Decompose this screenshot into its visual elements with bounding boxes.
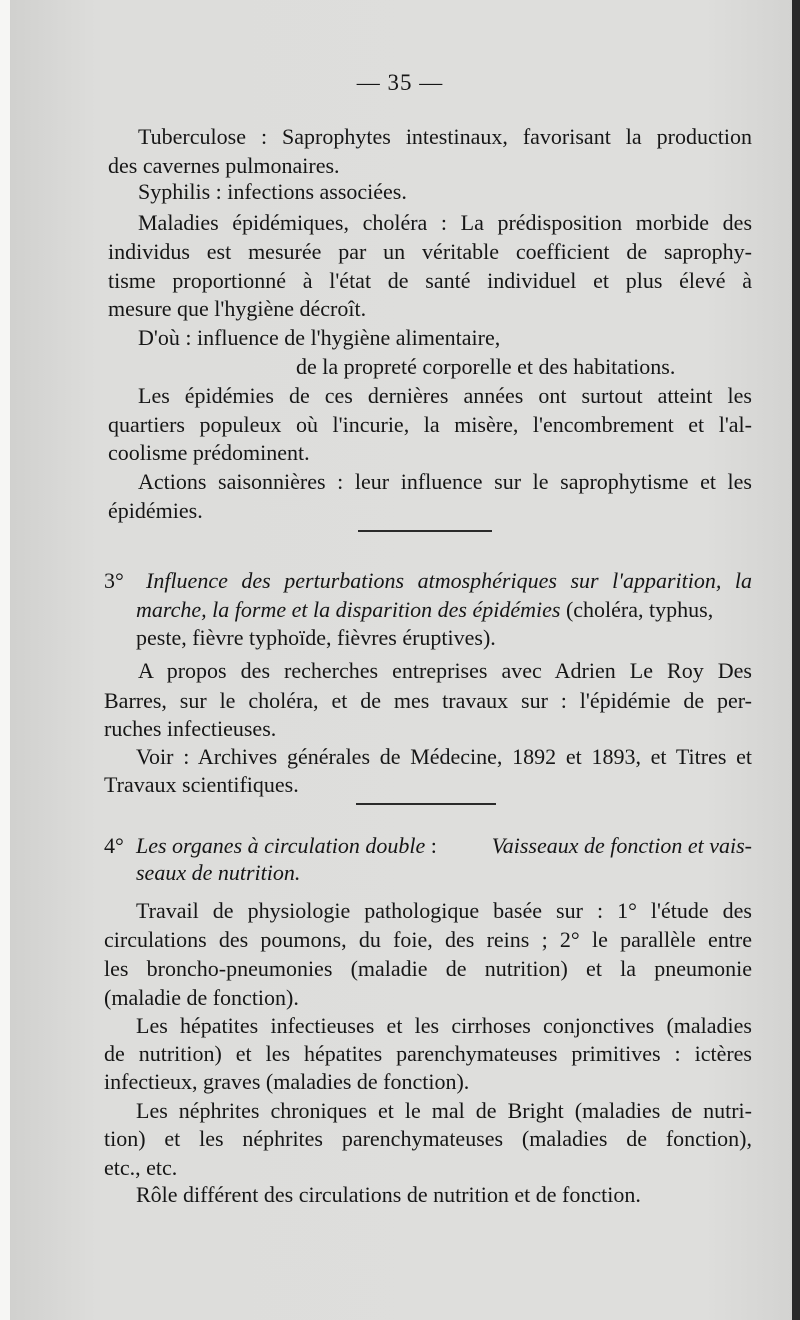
- section-heading-line: peste, fièvre typhoïde, fièvres éruptives).: [136, 625, 496, 650]
- section-heading-line: Influence des perturbations atmosphériques sur l'apparition, la: [146, 568, 752, 593]
- text-line: des cavernes pulmonaires.: [108, 153, 340, 178]
- text-line: Maladies épidémiques, choléra : La prédisposition morbide des: [138, 210, 752, 235]
- text-line: Travail de physiologie pathologique basée sur : 1° l'étude des: [136, 898, 752, 923]
- text-line: individus est mesurée par un véritable coefficient de saprophy-: [108, 239, 752, 264]
- text-line: tion) et les néphrites parenchymateuses (maladies de fonction),: [104, 1126, 752, 1151]
- heading-italic-part: Vaisseaux de fonction et vais-: [491, 833, 752, 858]
- heading-italic-part: marche, la forme et la disparition des épidémies: [136, 597, 561, 622]
- text-line: de nutrition) et les hépatites parenchymateuses primitives : ictères: [104, 1041, 752, 1066]
- text-line: coolisme prédominent.: [108, 440, 310, 465]
- text-line: D'où : influence de l'hygiène alimentaire,: [138, 325, 501, 350]
- text-line: (maladie de fonction).: [104, 985, 299, 1010]
- text-line: etc., etc.: [104, 1155, 178, 1180]
- text-line: Les épidémies de ces dernières années ont surtout atteint les: [138, 383, 752, 408]
- text-line: Actions saisonnières : leur influence sur le saprophytisme et les: [138, 469, 752, 494]
- text-line: circulations des poumons, du foie, des reins ; 2° le parallèle entre: [104, 927, 752, 952]
- text-line: ruches infectieuses.: [104, 716, 277, 741]
- page-number: — 35 —: [356, 70, 444, 95]
- heading-roman-part: :: [430, 833, 437, 858]
- text-line: infectieux, graves (maladies de fonction).: [104, 1069, 470, 1094]
- text-line: A propos des recherches entreprises avec Adrien Le Roy Des: [138, 658, 752, 683]
- text-line: Tuberculose : Saprophytes intestinaux, favorisant la production: [138, 124, 752, 149]
- text-line: tisme proportionné à l'état de santé individuel et plus élevé à: [108, 268, 752, 293]
- text-line: Voir : Archives générales de Médecine, 1892 et 1893, et Titres et: [136, 744, 752, 769]
- text-line: Les hépatites infectieuses et les cirrhoses conjonctives (maladies: [136, 1013, 752, 1038]
- text-line: épidémies.: [108, 498, 203, 523]
- page-left-margin: [0, 0, 10, 1320]
- section-heading-line: seaux de nutrition.: [136, 860, 301, 885]
- section-heading-line: [136, 595, 713, 625]
- text-line: Les néphrites chroniques et le mal de Bright (maladies de nutri-: [136, 1098, 752, 1123]
- text-line: de la propreté corporelle et des habitations.: [296, 354, 676, 379]
- section-number: 3°: [104, 568, 124, 593]
- section-separator-rule: [358, 530, 492, 532]
- text-line: mesure que l'hygiène décroît.: [108, 296, 367, 321]
- text-line: Barres, sur le choléra, et de mes travaux sur : l'épidémie de per-: [104, 688, 752, 713]
- heading-italic-part: Les organes à circulation double: [136, 833, 426, 858]
- text-line: Travaux scientifiques.: [104, 772, 299, 797]
- heading-roman-part: (choléra, typhus,: [565, 597, 714, 622]
- section-separator-rule: [356, 803, 496, 805]
- text-line: quartiers populeux où l'incurie, la misère, l'encombrement et l'al-: [108, 412, 752, 437]
- page-right-binding-shadow: [792, 0, 800, 1320]
- text-line: les broncho-pneumonies (maladie de nutrition) et la pneumonie: [104, 956, 752, 981]
- text-line: Rôle différent des circulations de nutrition et de fonction.: [136, 1182, 641, 1207]
- section-heading-line: [136, 831, 752, 861]
- section-number: 4°: [104, 833, 124, 858]
- text-line: Syphilis : infections associées.: [138, 179, 407, 204]
